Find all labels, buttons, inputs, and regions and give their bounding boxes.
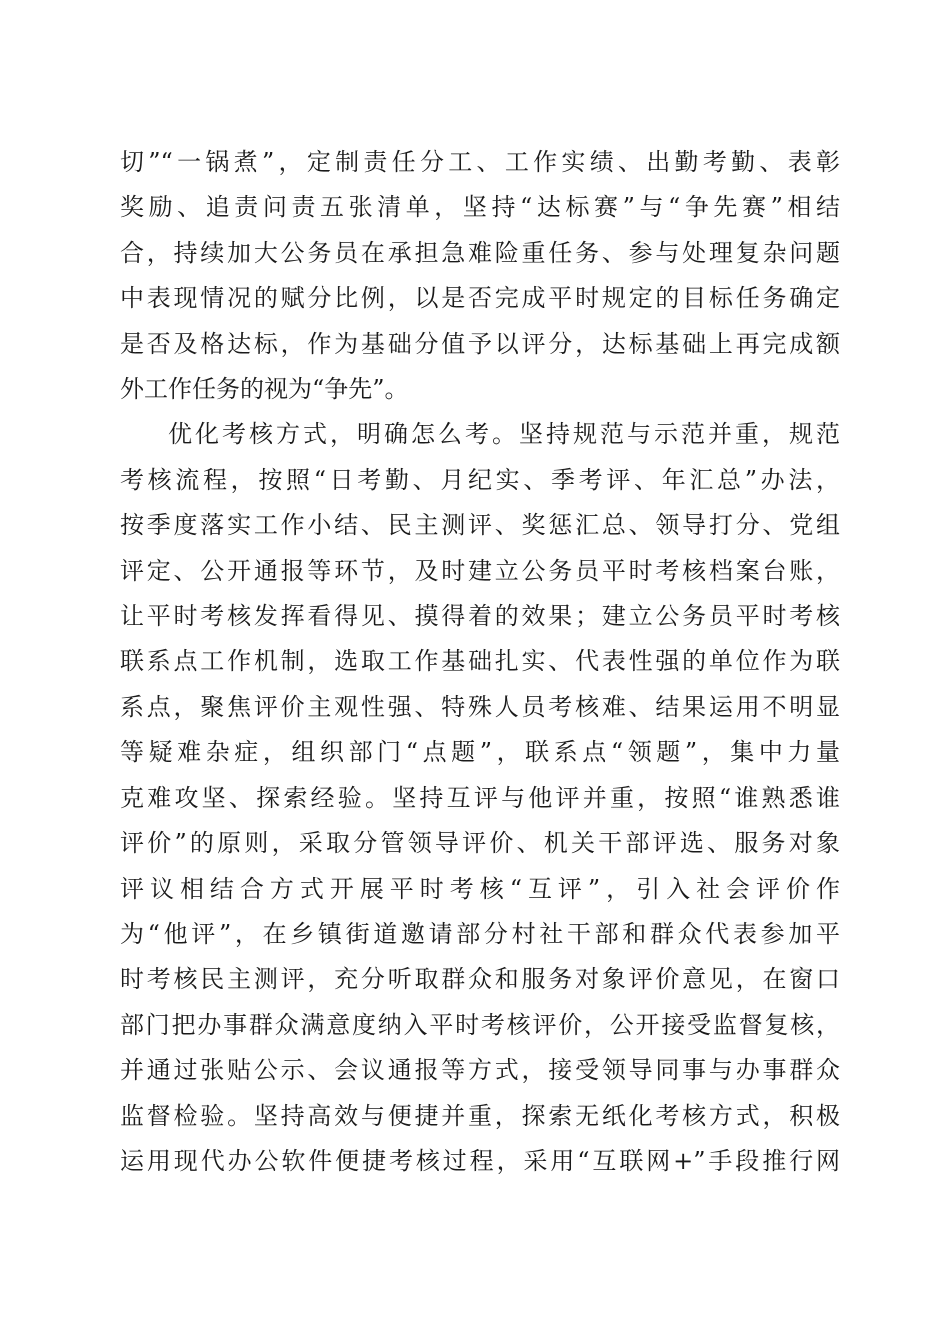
paragraph-2 [120, 412, 840, 1184]
text-line: 切”“一锅煮”，定制责任分工、工作实绩、出勤考勤、表彰 [120, 148, 840, 176]
text-line: 评定、公开通报等环节，及时建立公务员平时考核档案台账， [120, 556, 840, 585]
text-line: 监督检验。坚持高效与便捷并重，探索无纸化考核方式，积极 [120, 1101, 840, 1130]
text-line: 考核流程，按照“日考勤、月纪实、季考评、年汇总”办法， [120, 465, 840, 494]
text-line: 克难攻坚、探索经验。坚持互评与他评并重，按照“谁熟悉谁 [120, 783, 840, 812]
text-line: 等疑难杂症，组织部门“点题”，联系点“领题”，集中力量 [120, 738, 840, 767]
text-line: 为“他评”，在乡镇街道邀请部分村社干部和群众代表参加平 [120, 919, 840, 948]
text-line: 评议相结合方式开展平时考核“互评”，引入社会评价作 [120, 874, 840, 903]
text-line: 奖励、追责问责五张清单，坚持“达标赛”与“争先赛”相结 [120, 193, 840, 222]
text-line: 按季度落实工作小结、民主测评、奖惩汇总、领导打分、党组 [120, 511, 840, 540]
text-line: 合，持续加大公务员在承担急难险重任务、参与处理复杂问题 [120, 238, 840, 267]
document-body [120, 140, 840, 1184]
text-line: 联系点工作机制，选取工作基础扎实、代表性强的单位作为联 [120, 647, 840, 676]
text-line: 并通过张贴公示、会议通报等方式，接受领导同事与办事群众 [120, 1056, 840, 1085]
text-line: 运用现代办公软件便捷考核过程，采用“互联网+”手段推行网 [120, 1146, 840, 1175]
text-line: 让平时考核发挥看得见、摸得着的效果；建立公务员平时考核 [120, 602, 840, 631]
paragraph-1 [120, 140, 840, 412]
text-line: 部门把办事群众满意度纳入平时考核评价，公开接受监督复核， [120, 1010, 840, 1039]
text-line: 优化考核方式，明确怎么考。坚持规范与示范并重，规范 [168, 420, 840, 449]
text-line: 系点，聚焦评价主观性强、特殊人员考核难、结果运用不明显 [120, 692, 840, 721]
text-line: 评价”的原则，采取分管领导评价、机关干部评选、服务对象 [120, 829, 840, 858]
text-line: 是否及格达标，作为基础分值予以评分，达标基础上再完成额 [120, 329, 840, 358]
text-line: 中表现情况的赋分比例，以是否完成平时规定的目标任务确定 [120, 284, 840, 313]
text-line: 外工作任务的视为“争先”。 [120, 375, 409, 404]
text-line: 时考核民主测评，充分听取群众和服务对象评价意见，在窗口 [120, 965, 840, 994]
